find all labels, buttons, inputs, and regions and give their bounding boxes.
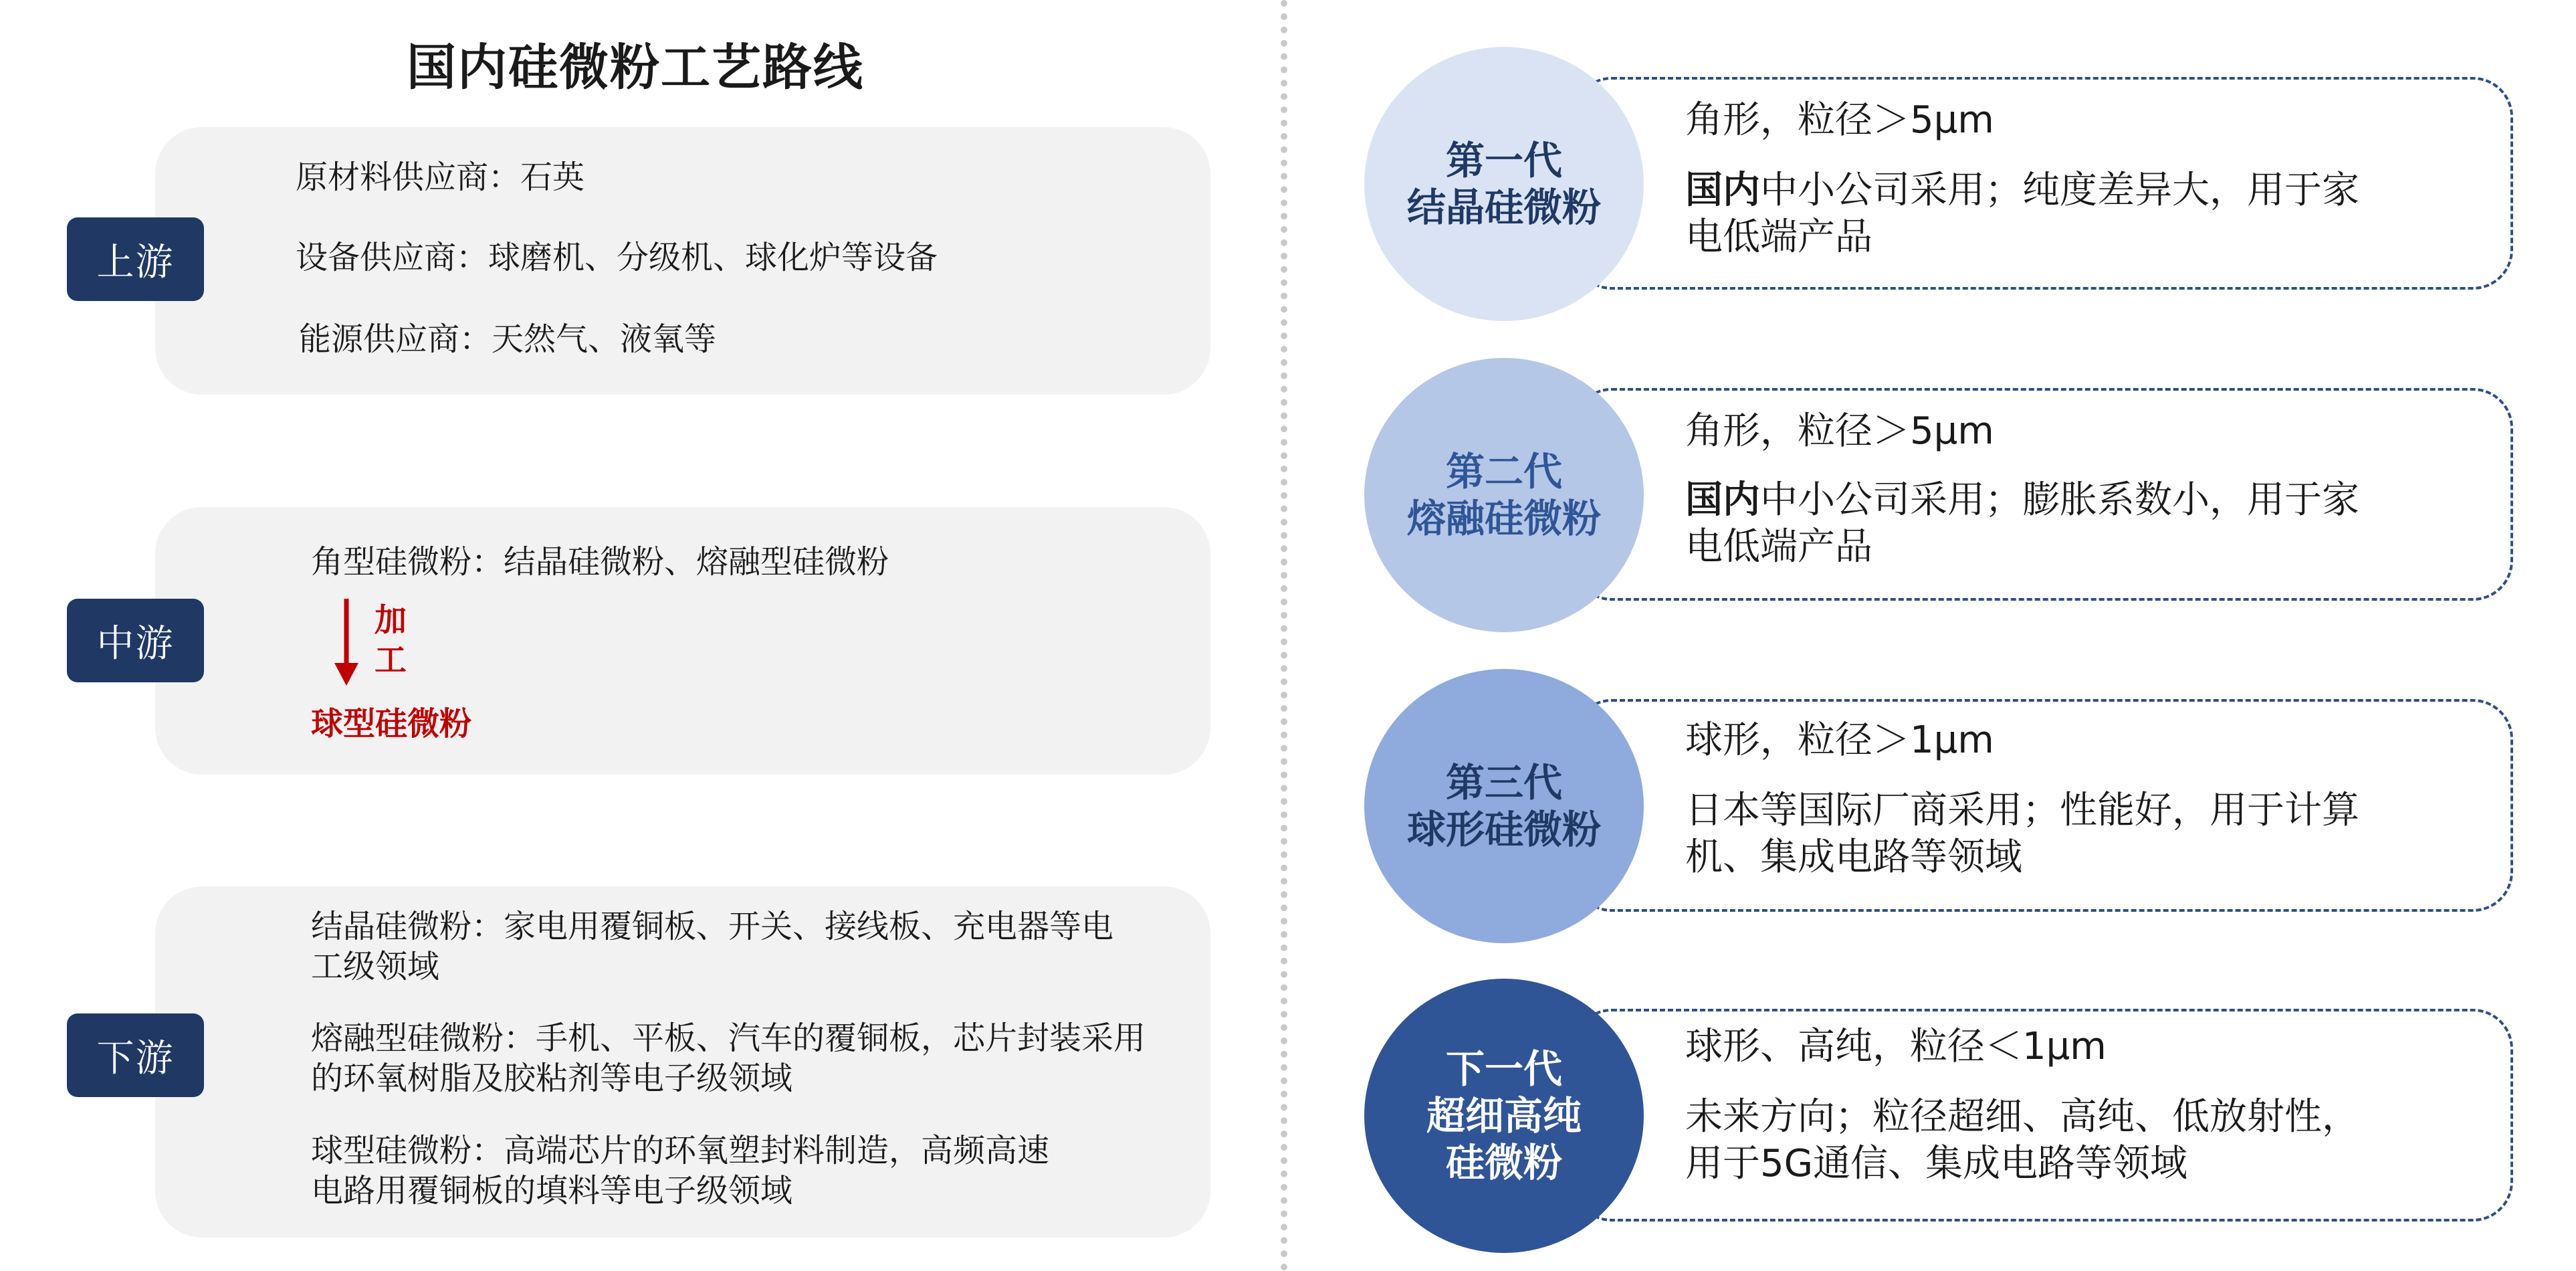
generation-desc: [1685, 477, 2359, 571]
generation-circle: [1364, 47, 1644, 321]
generation-name: 第三代: [1445, 760, 1562, 805]
generation-name: 球形硅微粉: [1406, 807, 1601, 852]
generation-shape: 角形，粒径＞5μm: [1685, 409, 1994, 453]
generation-desc: [1685, 787, 2359, 881]
generation-name: 硅微粉: [1445, 1140, 1562, 1185]
generation-desc-text: 电低端产品: [1685, 215, 1872, 259]
generation-name: 第一代: [1445, 138, 1562, 183]
generation-desc-text: 日本等国际厂商采用；性能好，用于计算: [1685, 789, 2359, 832]
generation-circle: [1364, 669, 1644, 943]
generation-desc-text: 电低端产品: [1685, 525, 1872, 569]
generation-desc-text: 中小公司采用；纯度差异大，用于家: [1760, 169, 2359, 212]
downstream-item-line: 熔融型硅微粉：手机、平板、汽车的覆铜板，芯片封装采用: [311, 1019, 1146, 1057]
midstream-output: 球型硅微粉: [311, 705, 472, 743]
process-label: 加: [374, 601, 407, 639]
downstream-item-line: 的环氧树脂及胶粘剂等电子级领域: [311, 1060, 793, 1097]
generation-desc-text: 用于5G通信、集成电路等领域: [1685, 1142, 2188, 1185]
generation-shape: 球形、高纯，粒径＜1μm: [1685, 1025, 2107, 1068]
upstream-item: 能源供应商：天然气、液氧等: [299, 320, 717, 358]
generation-desc: [1685, 1094, 2359, 1187]
process-label: 工: [374, 642, 407, 679]
upstream-tag: 上游: [67, 217, 204, 301]
generation-shape: 球形，粒径＞1μm: [1685, 718, 1994, 762]
page-title: 国内硅微粉工艺路线: [407, 39, 864, 96]
downstream-item-line: 电路用覆铜板的填料等电子级领域: [311, 1172, 793, 1209]
generation-name: 熔融硅微粉: [1406, 496, 1601, 541]
downstream-item-line: 结晶硅微粉：家电用覆铜板、开关、接线板、充电器等电: [311, 908, 1114, 945]
generation-desc-text: 未来方向；粒径超细、高纯、低放射性，: [1685, 1095, 2359, 1139]
downstream-item-line: 工级领域: [311, 948, 440, 985]
downstream-item: [311, 1131, 1049, 1211]
downstream-item: [311, 1018, 1146, 1098]
generation-name: 第二代: [1445, 449, 1562, 494]
upstream-item: 原材料供应商：石英: [296, 159, 585, 196]
generation-shape: 角形，粒径＞5μm: [1685, 98, 1994, 142]
upstream-item: 设备供应商：球磨机、分级机、球化炉等设备: [296, 239, 938, 276]
generation-desc-text: 机、集成电路等领域: [1685, 836, 2022, 879]
generation-name: 下一代: [1445, 1046, 1562, 1092]
generation-circle: [1364, 358, 1644, 632]
generation-name: 超细高纯: [1426, 1093, 1582, 1139]
generation-name: 结晶硅微粉: [1406, 185, 1601, 230]
generation-desc-text: 中小公司采用；膨胀系数小，用于家: [1760, 478, 2359, 522]
generation-circle: [1364, 979, 1644, 1253]
downstream-item-line: 球型硅微粉：高端芯片的环氧塑封料制造，高频高速: [311, 1132, 1050, 1169]
downstream-tag: 下游: [67, 1013, 204, 1097]
generation-desc-bold: 国内: [1685, 169, 1760, 212]
midstream-tag: 中游: [67, 599, 204, 682]
midstream-input: 角型硅微粉：结晶硅微粉、熔融型硅微粉: [311, 543, 889, 581]
downstream-item: [311, 906, 1113, 987]
process-arrow-icon: [332, 599, 361, 686]
generation-desc-bold: 国内: [1685, 478, 1760, 522]
dotted-divider: [1281, 0, 1287, 1271]
generation-desc: [1685, 167, 2359, 261]
